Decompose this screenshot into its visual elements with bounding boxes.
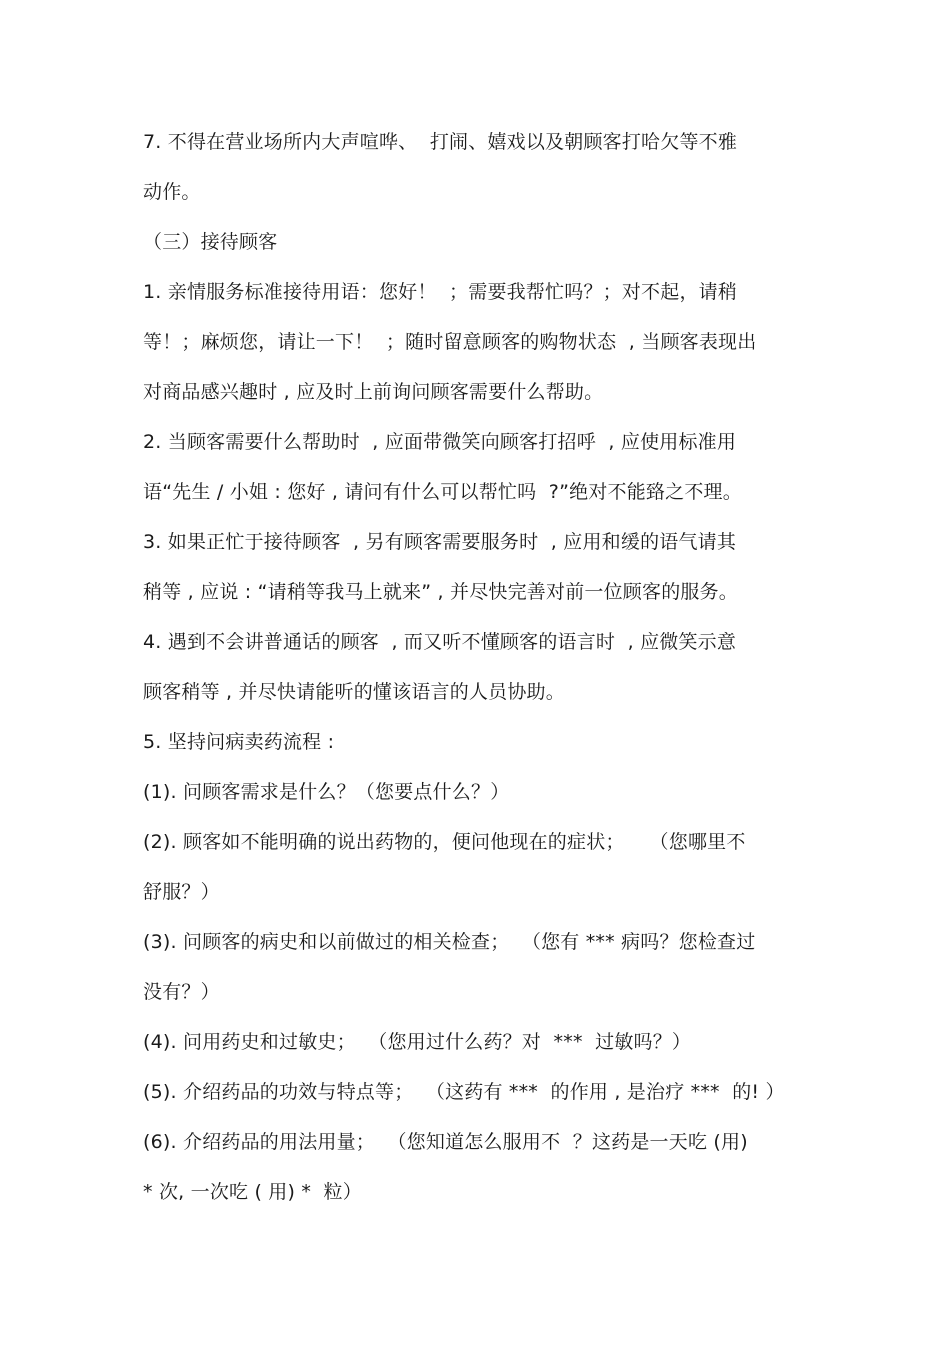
text-line: 等！；麻烦您，请让一下！ ；随时留意顾客的购物状态 , 当顾客表现出 [143, 331, 757, 353]
text-line: 1. 亲情服务标准接待用语：您好！ ；需要我帮忙吗？；对不起，请稍 [143, 281, 738, 303]
list-item: (6). 介绍药品的用法用量； （您知道怎么服用不 ？这药是一天吃 (用) [143, 1131, 748, 1153]
list-item: (4). 问用药史和过敏史； （您用过什么药？对 *** 过敏吗？） [143, 1031, 692, 1053]
text-line: 3. 如果正忙于接待顾客 , 另有顾客需要服务时 , 应用和缓的语气请其 [143, 531, 737, 553]
text-line: 5. 坚持问病卖药流程 : [143, 731, 335, 753]
list-item: * 次, 一次吃 ( 用) * 粒） [143, 1181, 362, 1203]
list-item: (1). 问顾客需求是什么？（您要点什么？） [143, 781, 510, 803]
text-line: 语“先生 / 小姐 : 您好 , 请问有什么可以帮忙吗 ?”绝对不能臵之不理。 [143, 481, 742, 503]
list-item: 没有？） [143, 981, 220, 1003]
text-line: 稍等 , 应说 : “请稍等我马上就来” , 并尽快完善对前一位顾客的服务。 [143, 581, 739, 603]
text-line: 4. 遇到不会讲普通话的顾客 , 而又听不懂顾客的语言时 , 应微笑示意 [143, 631, 737, 653]
text-line: 动作。 [143, 181, 201, 203]
list-item: 舒服？） [143, 881, 220, 903]
list-item: (3). 问顾客的病史和以前做过的相关检查； （您有 *** 病吗？您检查过 [143, 931, 756, 953]
text-line: 对商品感兴趣时 , 应及时上前询问顾客需要什么帮助。 [143, 381, 604, 403]
list-item: (5). 介绍药品的功效与特点等； （这药有 *** 的作用 , 是治疗 *** 的! ） [143, 1081, 785, 1103]
text-line: 2. 当顾客需要什么帮助时 , 应面带微笑向顾客打招呼 , 应使用标准用 [143, 431, 737, 453]
text-line: 7. 不得在营业场所内大声喧哗、 打闹、嬉戏以及朝顾客打哈欠等不雅 [143, 131, 738, 153]
section-heading: （三）接待顾客 [143, 231, 278, 253]
list-item: (2). 顾客如不能明确的说出药物的，便问他现在的症状； （您哪里不 [143, 831, 746, 853]
text-line: 顾客稍等 , 并尽快请能听的懂该语言的人员协助。 [143, 681, 565, 703]
